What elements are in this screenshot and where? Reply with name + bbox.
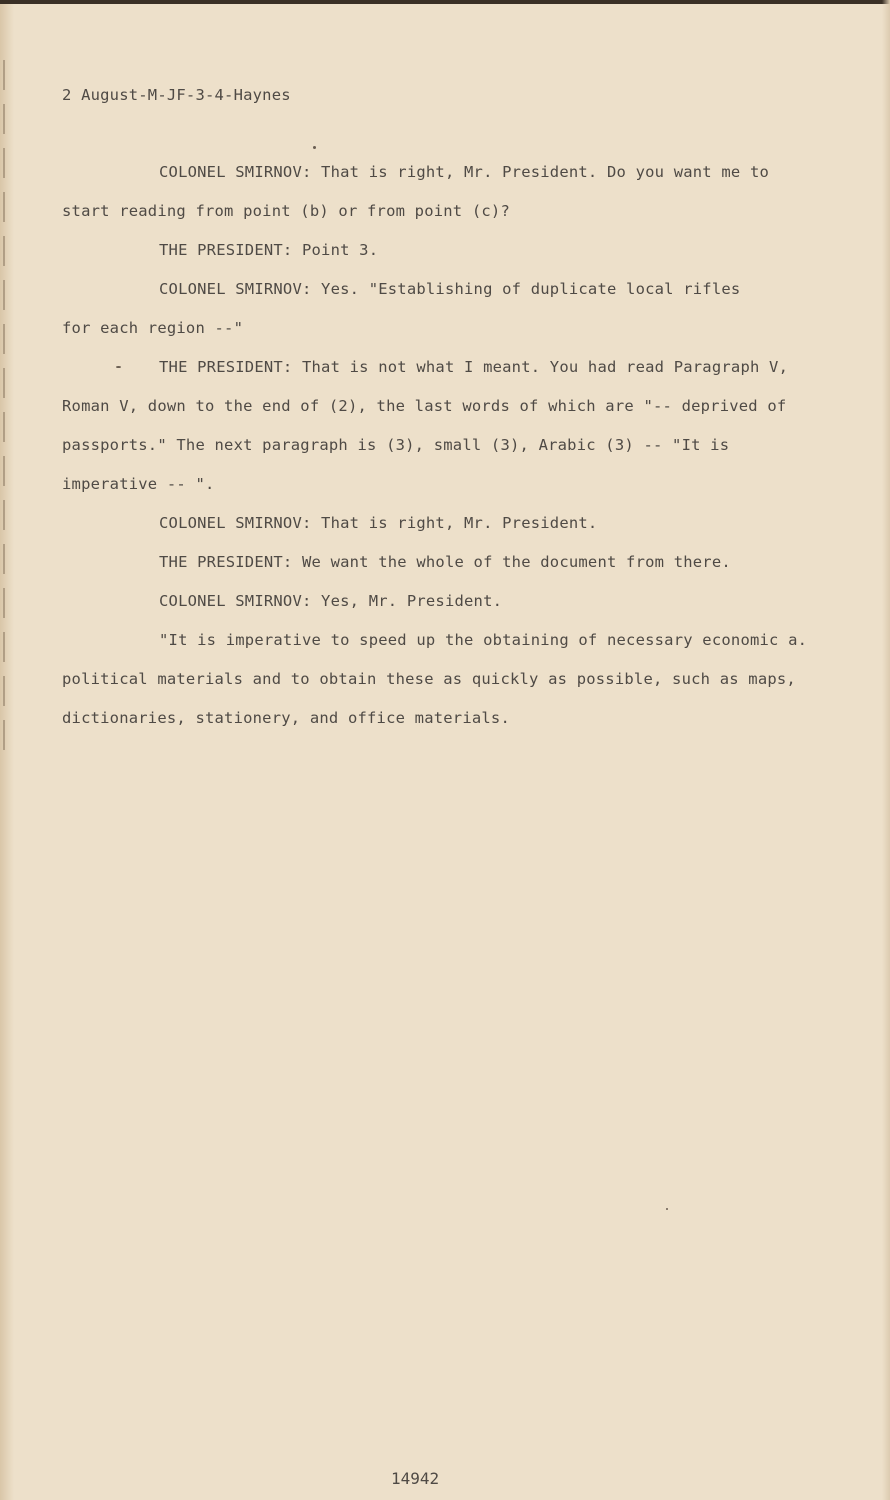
binding-marks — [3, 60, 5, 760]
transcript-line: THE PRESIDENT: That is not what I meant. You had read Paragraph V, — [159, 358, 789, 376]
transcript-line: dictionaries, stationery, and office materials. — [62, 709, 510, 727]
transcript-line: COLONEL SMIRNOV: Yes, Mr. President. — [159, 592, 503, 610]
transcript-line: passports." The next paragraph is (3), small (3), Arabic (3) -- "It is — [62, 436, 730, 454]
transcript-line: Roman V, down to the end of (2), the last words of which are "-- deprived of — [62, 397, 787, 415]
transcript-line: THE PRESIDENT: We want the whole of the document from there. — [159, 553, 731, 571]
transcript-line: COLONEL SMIRNOV: That is right, Mr. President. Do you want me to — [159, 163, 770, 181]
document-reference: 2 August-M-JF-3-4-Haynes — [62, 86, 291, 104]
paper-speck — [666, 1208, 668, 1210]
transcript-line: COLONEL SMIRNOV: Yes. "Establishing of duplicate local rifles — [159, 280, 741, 298]
transcript-line: "It is imperative to speed up the obtaining of necessary economic a. — [159, 631, 808, 649]
paper-speck — [116, 366, 121, 368]
transcript-line: THE PRESIDENT: Point 3. — [159, 241, 379, 259]
paper-speck — [313, 146, 316, 149]
page-number: 14942 — [391, 1469, 440, 1488]
transcript-line: imperative -- ". — [62, 475, 215, 493]
transcript-line: political materials and to obtain these as quickly as possible, such as maps, — [62, 670, 796, 688]
transcript-line: COLONEL SMIRNOV: That is right, Mr. President. — [159, 514, 598, 532]
page-top-edge — [0, 0, 890, 4]
transcript-line: start reading from point (b) or from point (c)? — [62, 202, 510, 220]
transcript-line: for each region --" — [62, 319, 244, 337]
